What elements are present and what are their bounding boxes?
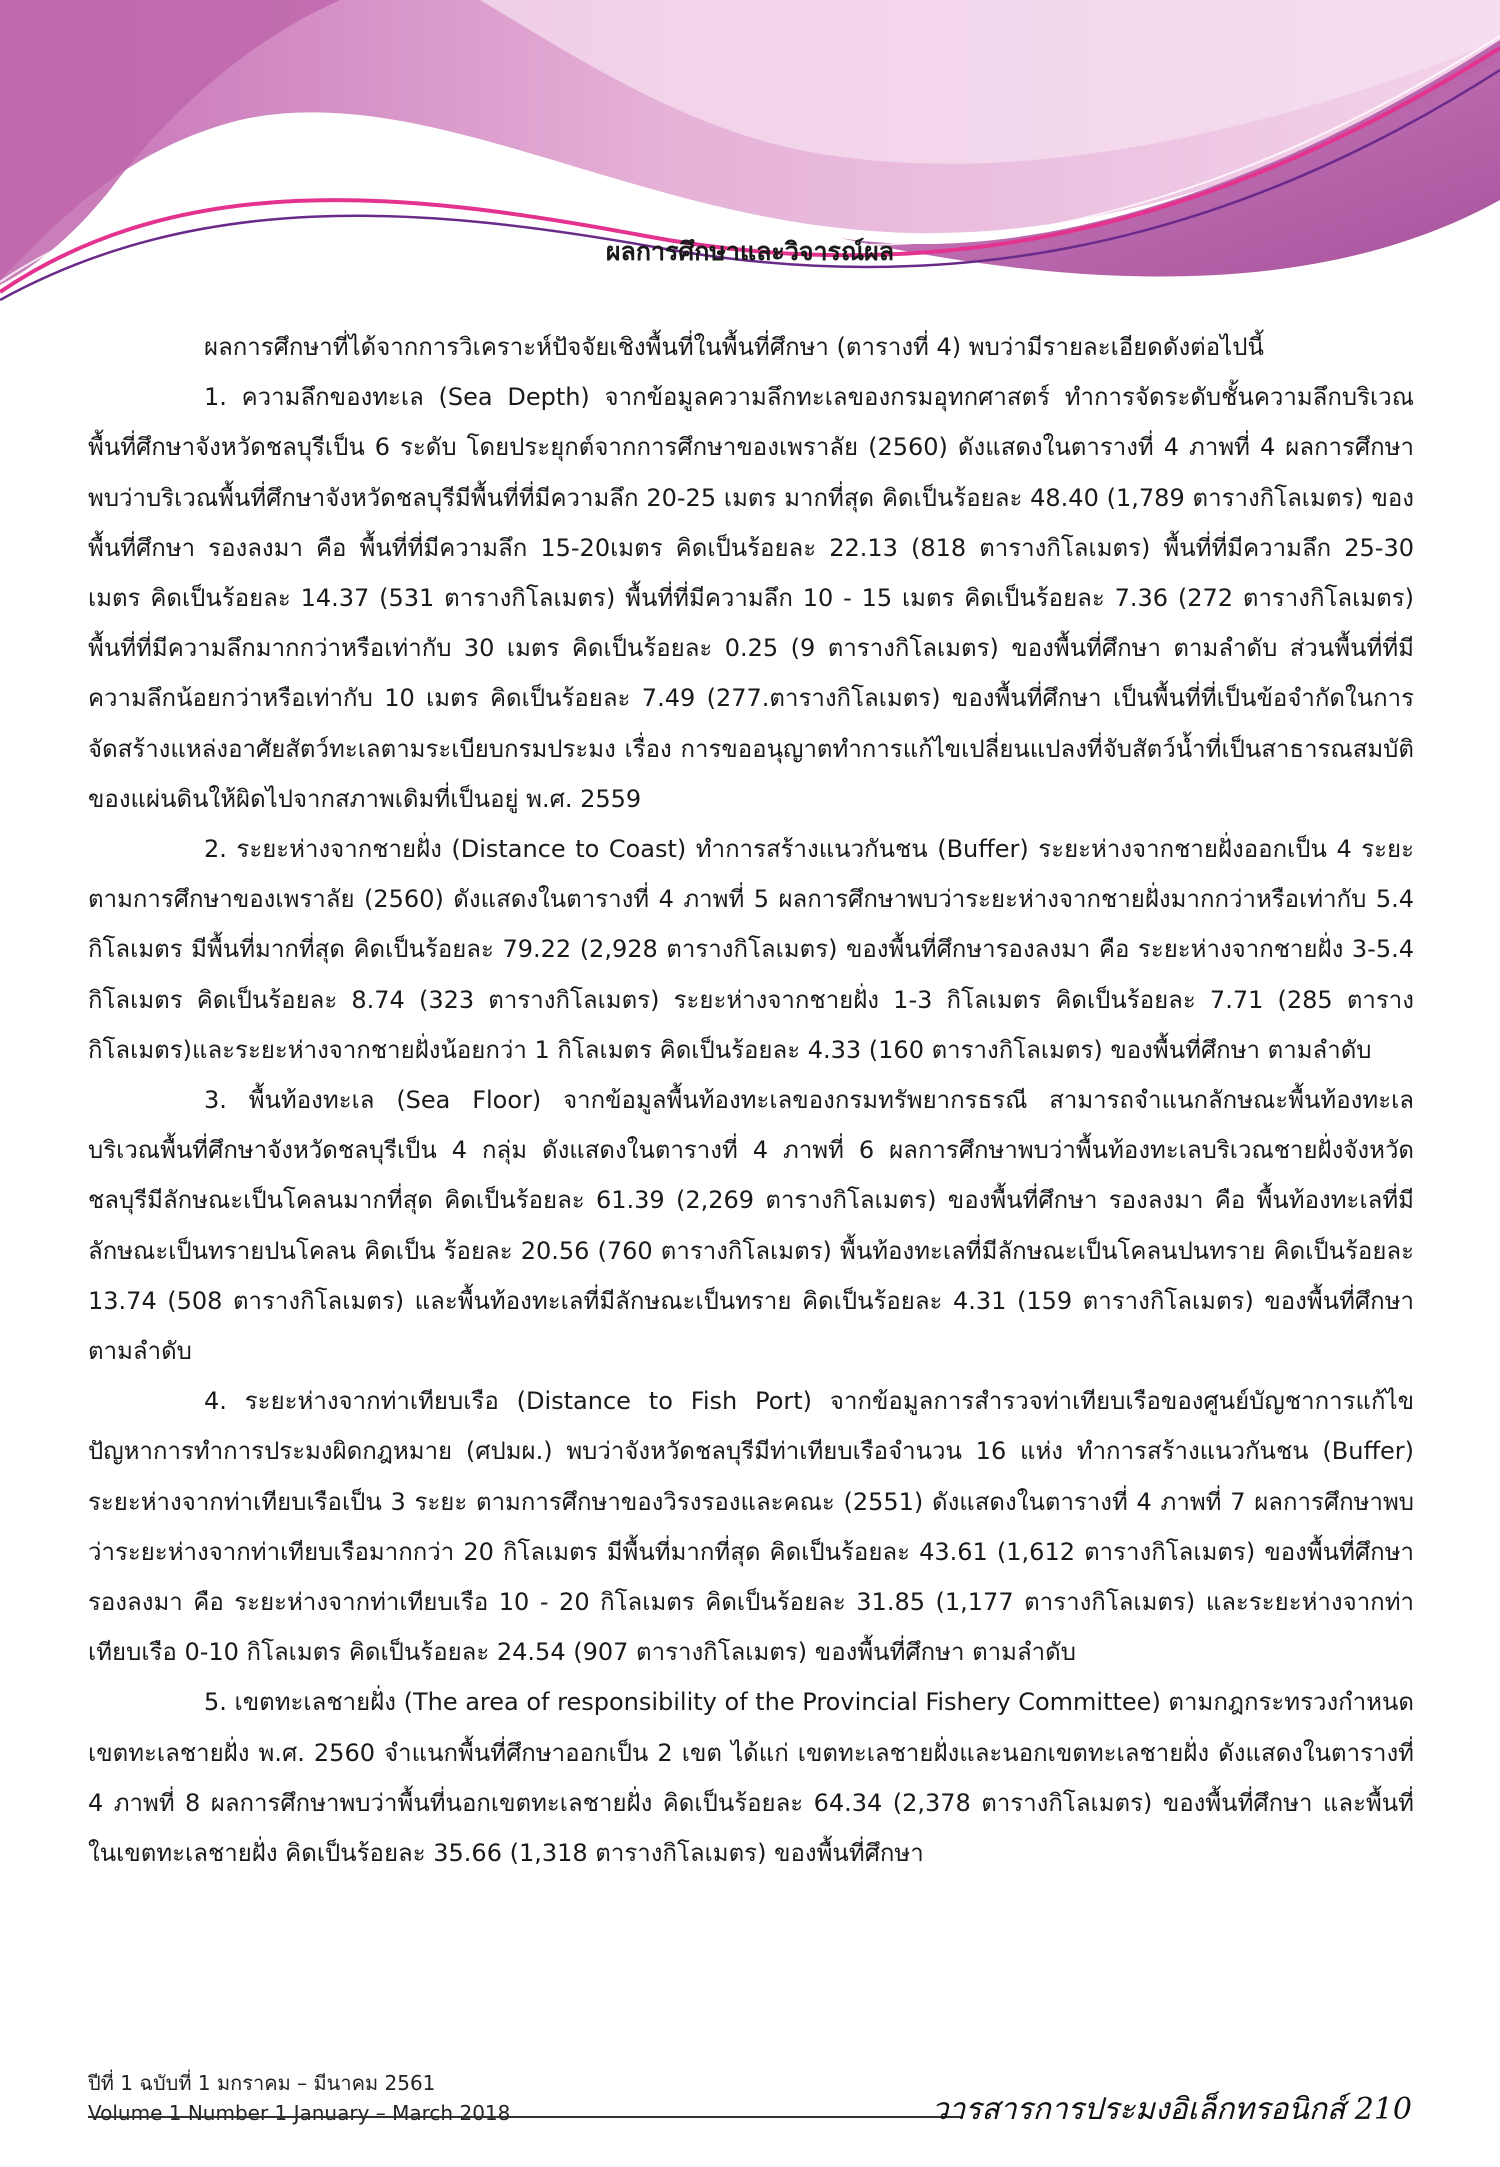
issue-info [88, 2068, 510, 2128]
footer-divider [88, 2116, 963, 2118]
article-body [88, 322, 1414, 1878]
paragraph-sea-depth: 1. ความลึกของทะเล (Sea Depth) จากข้อมูลความลึกทะเลของกรมอุทกศาสตร์ ทำการจัดระดับชั้นความลึกบริเวณพื้นที่ศึกษาจังหวัดชลบุรีเป็น 6 ระดับ โดยประยุกต์จากการศึกษาของเพราลัย (2560) ดังแสดงในตารางที่ 4 ภาพที่ 4 ผลการศึกษาพบว่าบริเวณพื้นที่ศึกษาจังหวัดชลบุรีมีพื้นที่ที่มีความลึก 20-25 เมตร มากที่สุด คิดเป็นร้อยละ 48.40 (1,789 ตารางกิโลเมตร) ของพื้นที่ศึกษา รองลงมา คือ พื้นที่ที่มีความลึก 15-20เมตร คิดเป็นร้อยละ 22.13 (818 ตารางกิโลเมตร) พื้นที่ที่มีความลึก 25-30 เมตร คิดเป็นร้อยละ 14.37 (531 ตารางกิโลเมตร) พื้นที่ที่มีความลึก 10 - 15 เมตร คิดเป็นร้อยละ 7.36 (272 ตารางกิโลเมตร) พื้นที่ที่มีความลึกมากกว่าหรือเท่ากับ 30 เมตร คิดเป็นร้อยละ 0.25 (9 ตารางกิโลเมตร) ของพื้นที่ศึกษา ตามลำดับ ส่วนพื้นที่ที่มีความลึกน้อยกว่าหรือเท่ากับ 10 เมตร คิดเป็นร้อยละ 7.49 (277.ตารางกิโลเมตร) ของพื้นที่ศึกษา เป็นพื้นที่ที่เป็นข้อจำกัดในการจัดสร้างแหล่งอาศัยสัตว์ทะเลตามระเบียบกรมประมง เรื่อง การขออนุญาตทำการแก้ไขเปลี่ยนแปลงที่จับสัตว์น้ำที่เป็นสาธารณสมบัติของแผ่นดินให้ผิดไปจากสภาพเดิมที่เป็นอยู่ พ.ศ. 2559 [88, 383, 1414, 813]
paragraph-intro: ผลการศึกษาที่ได้จากการวิเคราะห์ปัจจัยเชิงพื้นที่ในพื้นที่ศึกษา (ตารางที่ 4) พบว่ามีรายละเอียดดังต่อไปนี้ [204, 333, 1264, 361]
section-heading: ผลการศึกษาและวิจารณ์ผล [605, 237, 895, 266]
paragraph-distance-to-coast: 2. ระยะห่างจากชายฝั่ง (Distance to Coast) ทำการสร้างแนวกันชน (Buffer) ระยะห่างจากชายฝั่งออกเป็น 4 ระยะ ตามการศึกษาของเพราลัย (2560) ดังแสดงในตารางที่ 4 ภาพที่ 5 ผลการศึกษาพบว่าระยะห่างจากชายฝั่งมากกว่าหรือเท่ากับ 5.4 กิโลเมตร มีพื้นที่มากที่สุด คิดเป็นร้อยละ 79.22 (2,928 ตารางกิโลเมตร) ของพื้นที่ศึกษารองลงมา คือ ระยะห่างจากชายฝั่ง 3-5.4 กิโลเมตร คิดเป็นร้อยละ 8.74 (323 ตารางกิโลเมตร) ระยะห่างจากชายฝั่ง 1-3 กิโลเมตร คิดเป็นร้อยละ 7.71 (285 ตารางกิโลเมตร)และระยะห่างจากชายฝั่งน้อยกว่า 1 กิโลเมตร คิดเป็นร้อยละ 4.33 (160 ตารางกิโลเมตร) ของพื้นที่ศึกษา ตามลำดับ [88, 835, 1414, 1064]
paragraph-coastal-zone: 5. เขตทะเลชายฝั่ง (The area of responsibility of the Provincial Fishery Committee) ตามกฎกระทรวงกำหนดเขตทะเลชายฝั่ง พ.ศ. 2560 จำแนกพื้นที่ศึกษาออกเป็น 2 เขต ได้แก่ เขตทะเลชายฝั่งและนอกเขตทะเลชายฝั่ง ดังแสดงในตารางที่ 4 ภาพที่ 8 ผลการศึกษาพบว่าพื้นที่นอกเขตทะเลชายฝั่ง คิดเป็นร้อยละ 64.34 (2,378 ตารางกิโลเมตร) ของพื้นที่ศึกษา และพื้นที่ในเขตทะเลชายฝั่ง คิดเป็นร้อยละ 35.66 (1,318 ตารางกิโลเมตร) ของพื้นที่ศึกษา [88, 1688, 1414, 1868]
header-wave-decoration [0, 0, 1500, 330]
paragraph-sea-floor: 3. พื้นท้องทะเล (Sea Floor) จากข้อมูลพื้นท้องทะเลของกรมทรัพยากรธรณี สามารถจำแนกลักษณะพื้นท้องทะเลบริเวณพื้นที่ศึกษาจังหวัดชลบุรีเป็น 4 กลุ่ม ดังแสดงในตารางที่ 4 ภาพที่ 6 ผลการศึกษาพบว่าพื้นท้องทะเลบริเวณชายฝั่งจังหวัดชลบุรีมีลักษณะเป็นโคลนมากที่สุด คิดเป็นร้อยละ 61.39 (2,269 ตารางกิโลเมตร) ของพื้นที่ศึกษา รองลงมา คือ พื้นท้องทะเลที่มีลักษณะเป็นทรายปนโคลน คิดเป็น ร้อยละ 20.56 (760 ตารางกิโลเมตร) พื้นท้องทะเลที่มีลักษณะเป็นโคลนปนทราย คิดเป็นร้อยละ 13.74 (508 ตารางกิโลเมตร) และพื้นท้องทะเลที่มีลักษณะเป็นทราย คิดเป็นร้อยละ 4.31 (159 ตารางกิโลเมตร) ของพื้นที่ศึกษา ตามลำดับ [88, 1086, 1414, 1366]
paragraph-distance-to-fish-port: 4. ระยะห่างจากท่าเทียบเรือ (Distance to Fish Port) จากข้อมูลการสำรวจท่าเทียบเรือของศูนย์บัญชาการแก้ไขปัญหาการทำการประมงผิดกฎหมาย (ศปมผ.) พบว่าจังหวัดชลบุรีมีท่าเทียบเรือจำนวน 16 แห่ง ทำการสร้างแนวกันชน (Buffer) ระยะห่างจากท่าเทียบเรือเป็น 3 ระยะ ตามการศึกษาของวิรงรองและคณะ (2551) ดังแสดงในตารางที่ 4 ภาพที่ 7 ผลการศึกษาพบว่าระยะห่างจากท่าเทียบเรือมากกว่า 20 กิโลเมตร มีพื้นที่มากที่สุด คิดเป็นร้อยละ 43.61 (1,612 ตารางกิโลเมตร) ของพื้นที่ศึกษา รองลงมา คือ ระยะห่างจากท่าเทียบเรือ 10 - 20 กิโลเมตร คิดเป็นร้อยละ 31.85 (1,177 ตารางกิโลเมตร) และระยะห่างจากท่าเทียบเรือ 0-10 กิโลเมตร คิดเป็นร้อยละ 24.54 (907 ตารางกิโลเมตร) ของพื้นที่ศึกษา ตามลำดับ [88, 1387, 1414, 1667]
page-footer [0, 2068, 1500, 2167]
issue-english: Volume 1 Number 1 January – March 2018 [88, 2101, 511, 2125]
journal-title-page-number: วารสารการประมงอิเล็กทรอนิกส์ 210 [931, 2092, 1412, 2127]
issue-thai: ปีที่ 1 ฉบับที่ 1 มกราคม – มีนาคม 2561 [88, 2071, 436, 2095]
